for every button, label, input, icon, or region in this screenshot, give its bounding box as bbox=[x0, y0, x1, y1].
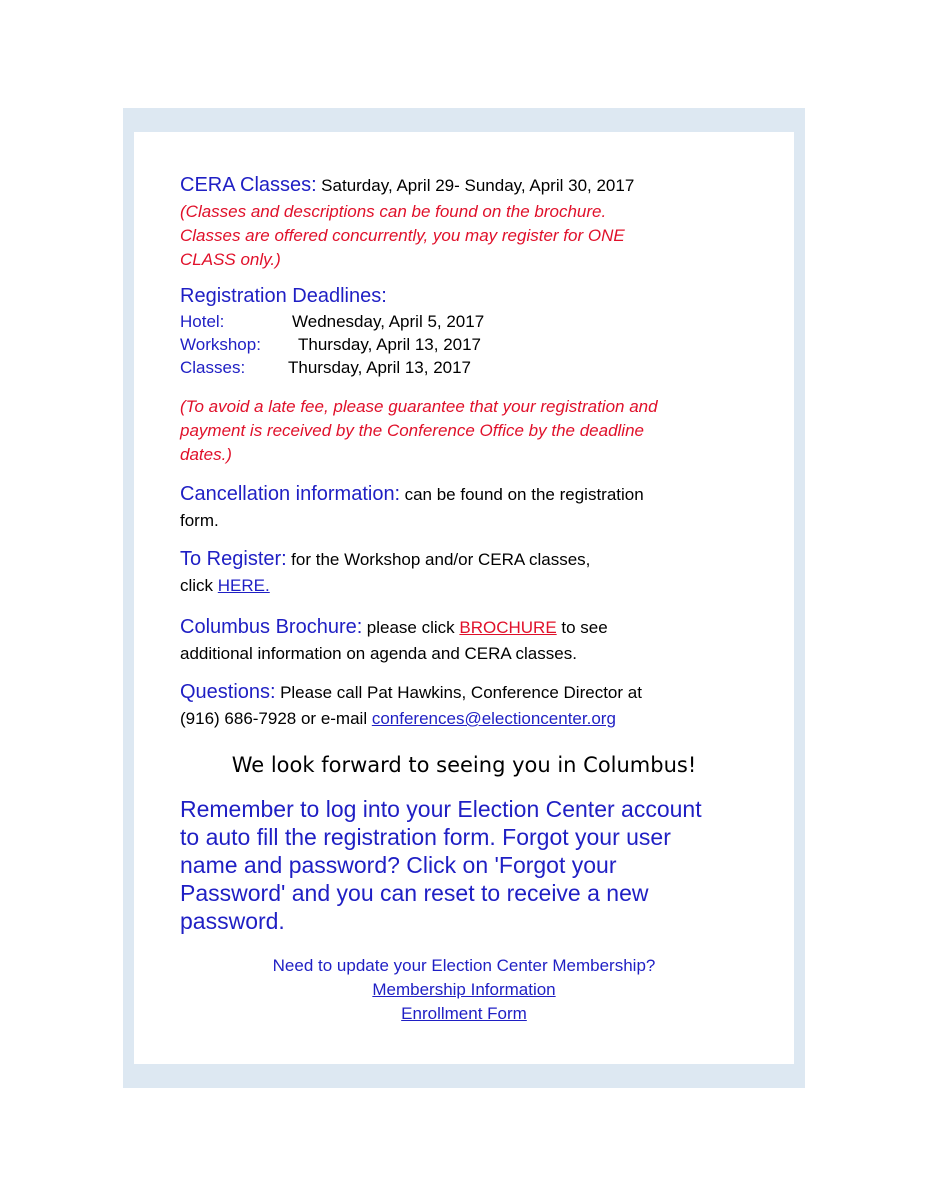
deadline-label: Classes: bbox=[180, 358, 246, 377]
remember-section bbox=[180, 795, 760, 935]
deadline-label: Hotel: bbox=[180, 312, 225, 331]
deadline-value: Thursday, April 13, 2017 bbox=[298, 335, 482, 354]
brochure-heading: Columbus Brochure: bbox=[180, 616, 363, 638]
cera-note-line: Classes are offered concurrently, you may register for ONE bbox=[180, 226, 625, 245]
cera-dates: Saturday, April 29- Sunday, April 30, 2017 bbox=[321, 176, 635, 195]
content-panel bbox=[134, 132, 794, 1064]
cancellation-section bbox=[180, 482, 760, 533]
remember-line: Password' and you can reset to receive a new bbox=[180, 880, 649, 906]
deadline-row-workshop bbox=[180, 335, 482, 355]
closing-message: We look forward to seeing you in Columbus! bbox=[231, 753, 697, 777]
register-heading: To Register: bbox=[180, 548, 287, 570]
deadline-label: Workshop: bbox=[180, 335, 261, 354]
cancellation-text-2: form. bbox=[180, 511, 219, 530]
register-click-text: click bbox=[180, 576, 218, 595]
deadline-value: Thursday, April 13, 2017 bbox=[288, 358, 472, 377]
cera-note bbox=[180, 200, 760, 272]
email-link[interactable]: conferences@electioncenter.org bbox=[371, 709, 616, 728]
cancellation-heading: Cancellation information: bbox=[180, 483, 401, 505]
questions-heading: Questions: bbox=[180, 681, 276, 703]
deadlines-heading: Registration Deadlines: bbox=[180, 285, 387, 307]
questions-section bbox=[180, 680, 760, 731]
deadlines-note-line: dates.) bbox=[180, 445, 232, 464]
remember-line: Remember to log into your Election Center account bbox=[180, 796, 702, 822]
remember-line: password. bbox=[180, 908, 285, 934]
questions-text: Please call Pat Hawkins, Conference Director at bbox=[280, 683, 642, 702]
cera-note-line: CLASS only.) bbox=[180, 250, 281, 269]
brochure-after: to see bbox=[556, 618, 608, 637]
register-here-link[interactable]: HERE. bbox=[217, 576, 270, 595]
page-frame bbox=[123, 108, 805, 1088]
membership-question: Need to update your Election Center Membership? bbox=[272, 956, 656, 975]
membership-section bbox=[134, 954, 794, 1026]
register-text: for the Workshop and/or CERA classes, bbox=[291, 550, 591, 569]
cera-note-line: (Classes and descriptions can be found on the brochure. bbox=[180, 202, 607, 221]
remember-line: name and password? Click on 'Forgot your bbox=[180, 852, 617, 878]
cancellation-text: can be found on the registration bbox=[404, 485, 644, 504]
deadline-row-classes bbox=[180, 358, 472, 378]
deadlines-note-line: (To avoid a late fee, please guarantee that your registration and bbox=[180, 397, 658, 416]
brochure-text-2: additional information on agenda and CERA classes. bbox=[180, 644, 577, 663]
register-section bbox=[180, 547, 760, 598]
brochure-section bbox=[180, 615, 760, 666]
questions-phone: (916) 686-7928 or e-mail bbox=[180, 709, 372, 728]
membership-info-link[interactable]: Membership Information bbox=[372, 980, 556, 999]
deadline-value: Wednesday, April 5, 2017 bbox=[292, 312, 485, 331]
cera-heading: CERA Classes: bbox=[180, 174, 317, 196]
brochure-before: please click bbox=[366, 618, 460, 637]
deadlines-note-line: payment is received by the Conference Office by the deadline bbox=[180, 421, 644, 440]
enrollment-form-link[interactable]: Enrollment Form bbox=[401, 1004, 527, 1023]
brochure-link[interactable]: BROCHURE bbox=[459, 618, 557, 637]
remember-line: to auto fill the registration form. Forgot your user bbox=[180, 824, 671, 850]
deadlines-note bbox=[180, 395, 760, 467]
cera-section bbox=[180, 174, 760, 197]
deadline-row-hotel bbox=[180, 312, 485, 332]
